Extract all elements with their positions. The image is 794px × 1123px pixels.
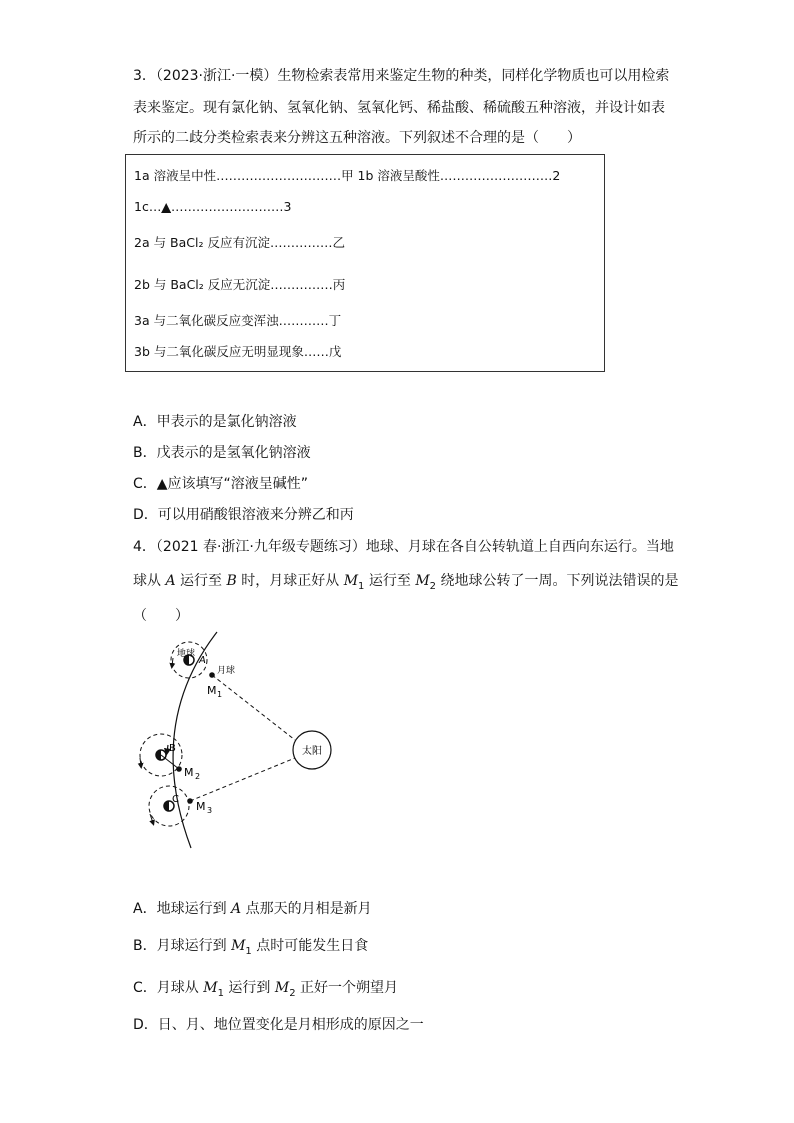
q4-text: 球从 <box>133 573 166 589</box>
q4-option-c-text: C．月球从 <box>133 980 204 996</box>
q4-option-a-text: A．地球运行到 <box>133 901 232 917</box>
key-row-3: 2a 与 BaCl₂ 反应有沉淀……………乙 <box>134 235 345 250</box>
q4-option-c-text: 正好一个朔望月 <box>295 980 399 996</box>
q3-stem-line2: 表来鉴定。现有氯化钠、氢氧化钠、氢氧化钙、稀盐酸、稀硫酸五种溶液，并设计如表 <box>133 100 665 116</box>
q4-option-d: D．日、月、地位置变化是月相形成的原因之一 <box>133 1017 424 1033</box>
label-m1: M <box>207 684 217 697</box>
label-m3: M <box>196 800 206 813</box>
m-ref: M <box>343 573 359 589</box>
label-a: A <box>199 655 206 666</box>
q4-option-a <box>133 899 372 919</box>
q4-stem-line3: （ ） <box>133 608 189 624</box>
m-sub: 1 <box>245 945 252 957</box>
label-m1-sub: 1 <box>217 690 223 699</box>
label-m2-sub: 2 <box>195 772 201 781</box>
q3-option-c: C．▲应该填写“溶液呈碱性” <box>133 476 309 492</box>
q4-option-a-text: 点那天的月相是新月 <box>241 901 372 917</box>
m-ref: M <box>274 980 290 996</box>
q4-stem-line2 <box>133 571 678 597</box>
key-row-2-prefix: 1c… <box>134 199 162 214</box>
q3-stem-line1: 3．（2023·浙江·一模）生物检索表常用来鉴定生物的种类，同样化学物质也可以用检索 <box>133 68 670 84</box>
q4-option-b <box>133 936 368 962</box>
point-a-ref: A <box>165 573 176 589</box>
q4-option-c-text: 运行到 <box>223 980 275 996</box>
m-sub: 1 <box>358 580 365 592</box>
m-ref: M <box>231 938 246 954</box>
key-row-2-suffix: ………………………3 <box>170 199 292 214</box>
moon-label: 月球 <box>217 666 236 676</box>
earth-label: 地球 <box>177 649 196 659</box>
q3-option-d: D．可以用硝酸银溶液来分辨乙和丙 <box>133 507 354 523</box>
key-row-2 <box>134 198 291 216</box>
q4-option-b-text: B．月球运行到 <box>133 938 232 954</box>
m-ref: M <box>415 573 430 589</box>
orbit-diagram <box>125 630 355 860</box>
label-m2: M <box>184 766 194 779</box>
dichotomous-key-table <box>125 154 605 372</box>
m-sub: 1 <box>217 987 224 999</box>
q4-option-c <box>133 978 398 1004</box>
key-row-6: 3b 与二氧化碳反应无明显现象……戊 <box>134 344 342 359</box>
label-b: B <box>169 743 176 754</box>
q4-text: 时，月球正好从 <box>236 573 344 589</box>
q4-text: 运行至 <box>364 573 416 589</box>
key-row-5: 3a 与二氧化碳反应变浑浊…………丁 <box>134 313 342 328</box>
point-a-ref: A <box>231 901 242 917</box>
q4-text: 运行至 <box>175 573 227 589</box>
blank-triangle: ▲ <box>161 199 171 214</box>
q3-option-a: A．甲表示的是氯化钠溶液 <box>133 414 297 430</box>
key-row-4: 2b 与 BaCl₂ 反应无沉淀……………丙 <box>134 277 346 292</box>
key-row-1: 1a 溶液呈中性…………………………甲 1b 溶液呈酸性………………………2 <box>134 168 561 183</box>
m-sub: 2 <box>429 580 437 592</box>
m-ref: M <box>203 980 218 996</box>
q4-text: 绕地球公转了一周。下列说法错误的是 <box>436 573 679 589</box>
m-sub: 2 <box>289 987 296 999</box>
q4-option-b-text: 点时可能发生日食 <box>251 938 369 954</box>
q4-stem-line1: 4．（2021 春·浙江·九年级专题练习）地球、月球在各自公转轨道上自西向东运行。当地 <box>133 539 674 555</box>
point-b-ref: B <box>226 573 237 589</box>
earth-orbit-path <box>173 632 217 848</box>
label-m3-sub: 3 <box>207 806 213 815</box>
label-c: C <box>172 794 179 805</box>
sun-label: 太阳 <box>302 746 322 757</box>
q3-stem-line3: 所示的二歧分类检索表来分辨这五种溶液。下列叙述不合理的是（ ） <box>133 130 581 146</box>
q3-option-b: B．戊表示的是氢氧化钠溶液 <box>133 445 311 461</box>
